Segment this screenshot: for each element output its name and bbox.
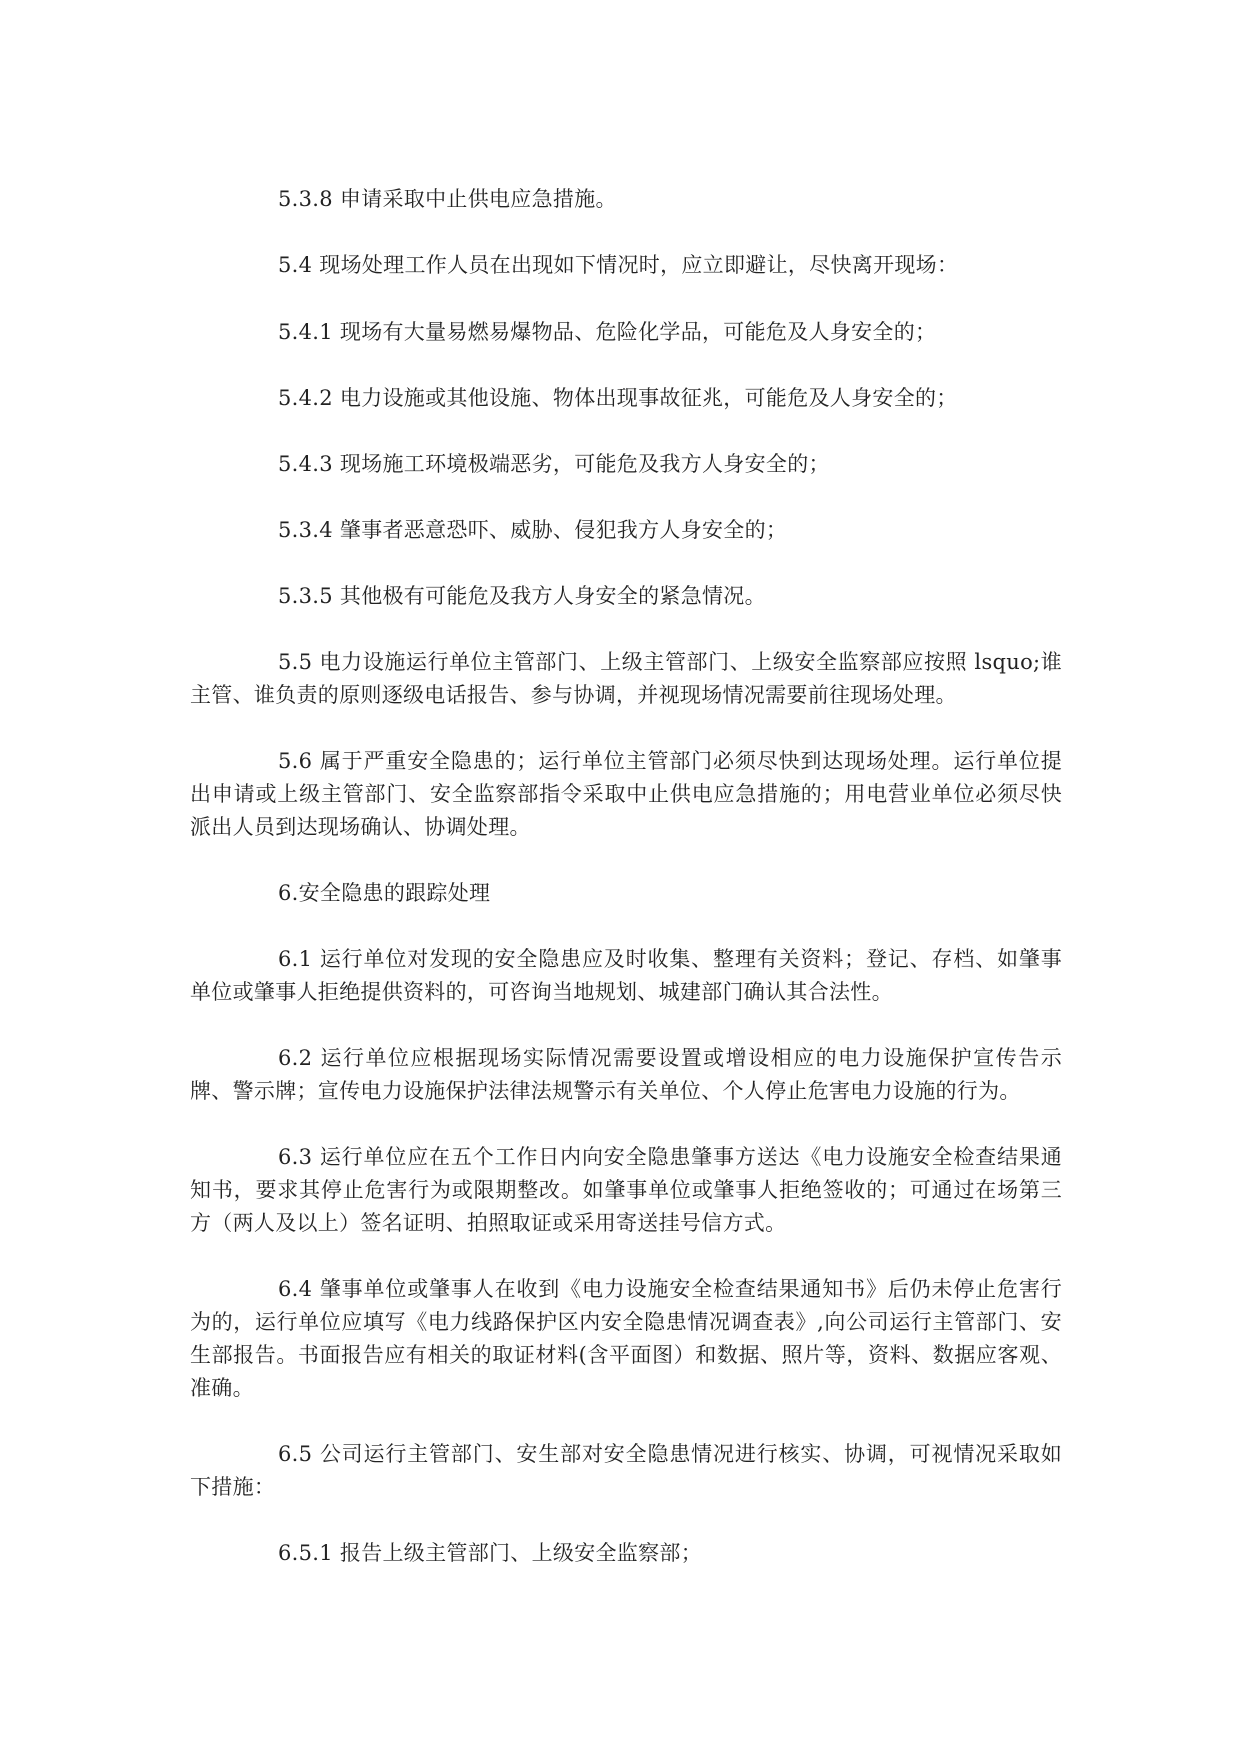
paragraph-6-4: 6.4 肇事单位或肇事人在收到《电力设施安全检查结果通知书》后仍未停止危害行为的，运行单位应填写《电力线路保护区内安全隐患情况调查表》,向公司运行主管部门、安生部报告。书面报告应有相关的取证材料(含平面图）和数据、照片等，资料、数据应客观、准确。 xyxy=(190,1277,1062,1400)
paragraph-5-4-1: 5.4.1 现场有大量易燃易爆物品、危险化学品，可能危及人身安全的； xyxy=(278,320,937,344)
paragraph-6-5: 6.5 公司运行主管部门、安生部对安全隐患情况进行核实、协调，可视情况采取如下措施： xyxy=(190,1442,1062,1499)
paragraph-5-3-5: 5.3.5 其他极有可能危及我方人身安全的紧急情况。 xyxy=(278,584,766,608)
paragraph-5-3-8: 5.3.8 申请采取中止供电应急措施。 xyxy=(278,187,617,211)
paragraph-6-1: 6.1 运行单位对发现的安全隐患应及时收集、整理有关资料；登记、存档、如肇事单位或肇事人拒绝提供资料的，可咨询当地规划、城建部门确认其合法性。 xyxy=(190,947,1062,1004)
paragraph-6-2: 6.2 运行单位应根据现场实际情况需要设置或增设相应的电力设施保护宣传告示牌、警示牌；宣传电力设施保护法律法规警示有关单位、个人停止危害电力设施的行为。 xyxy=(190,1046,1062,1103)
paragraph-5-3-4: 5.3.4 肇事者恶意恐吓、威胁、侵犯我方人身安全的； xyxy=(278,518,788,542)
paragraph-5-4-3: 5.4.3 现场施工环境极端恶劣，可能危及我方人身安全的； xyxy=(278,452,830,476)
paragraph-5-6: 5.6 属于严重安全隐患的；运行单位主管部门必须尽快到达现场处理。运行单位提出申请或上级主管部门、安全监察部指令采取中止供电应急措施的；用电营业单位必须尽快派出人员到达现场确认、协调处理。 xyxy=(190,749,1062,839)
paragraph-6-3: 6.3 运行单位应在五个工作日内向安全隐患肇事方送达《电力设施安全检查结果通知书，要求其停止危害行为或限期整改。如肇事单位或肇事人拒绝签收的；可通过在场第三方（两人及以上）签名证明、拍照取证或采用寄送挂号信方式。 xyxy=(190,1145,1062,1235)
section-heading-6: 6.安全隐患的跟踪处理 xyxy=(278,881,491,905)
paragraph-5-4: 5.4 现场处理工作人员在出现如下情况时，应立即避让，尽快离开现场： xyxy=(278,253,959,277)
paragraph-5-4-2: 5.4.2 电力设施或其他设施、物体出现事故征兆，可能危及人身安全的； xyxy=(278,386,958,410)
paragraph-5-5: 5.5 电力设施运行单位主管部门、上级主管部门、上级安全监察部应按照 lsquo;谁主管、谁负责的原则逐级电话报告、参与协调，并视现场情况需要前往现场处理。 xyxy=(190,650,1062,707)
paragraph-6-5-1: 6.5.1 报告上级主管部门、上级安全监察部； xyxy=(278,1541,703,1565)
